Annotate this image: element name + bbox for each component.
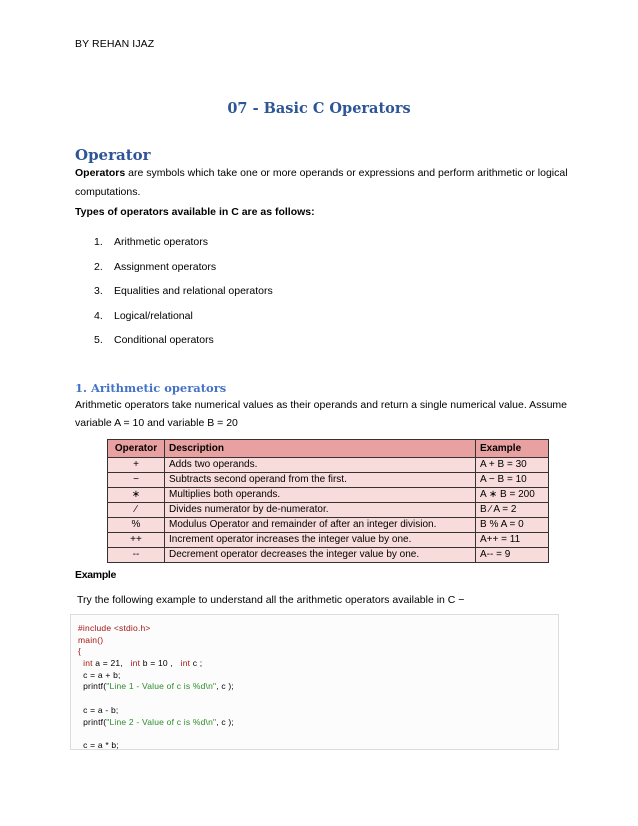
code-line: main() — [78, 634, 104, 645]
list-item: 4. Logical/relational — [94, 309, 193, 322]
table-row: % Modulus Operator and remainder of after an integer division. B % A = 0 — [108, 518, 549, 533]
operators-term: Operators — [75, 167, 126, 179]
arithmetic-operators-table — [107, 439, 549, 563]
table-header-row — [108, 440, 549, 458]
operators-definition: are symbols which take one or more operands or expressions and perform arithmetic or logical computations. — [75, 167, 568, 198]
code-blank-line — [78, 693, 558, 705]
column-header-description: Description — [165, 440, 476, 458]
table-row: + Adds two operands. A + B = 30 — [108, 458, 549, 473]
column-header-example: Example — [476, 440, 549, 458]
code-line: c = a * b; — [83, 739, 119, 750]
types-heading: Types of operators available in C are as follows: — [75, 206, 315, 218]
operator-types-list — [94, 236, 273, 359]
code-line: c = a + b; — [83, 669, 121, 680]
operator-intro — [75, 164, 580, 202]
code-line: printf("Line 2 - Value of c is %d\n", c ); — [83, 716, 234, 727]
arithmetic-description: Arithmetic operators take numerical values as their operands and return a single numerical value. Assume variable A = 10 and variable B = 20 — [75, 399, 567, 429]
document-title: 07 - Basic C Operators — [227, 100, 411, 117]
list-item: 2. Assignment operators — [94, 260, 217, 273]
table-row: ++ Increment operator increases the integer value by one. A++ = 11 — [108, 533, 549, 548]
list-item: 1. Arithmetic operators — [94, 236, 208, 248]
table-row: -- Decrement operator decreases the integer value by one. A-- = 9 — [108, 548, 549, 563]
code-line: #include <stdio.h> — [78, 623, 151, 633]
author-header: BY REHAN IJAZ — [75, 38, 155, 50]
table-row: ∗ Multiplies both operands. A ∗ B = 200 — [108, 488, 549, 503]
code-line: c = a - b; — [83, 704, 119, 715]
table-row: − Subtracts second operand from the first. A − B = 10 — [108, 473, 549, 488]
list-item: 5. Conditional operators — [94, 334, 214, 346]
code-block — [70, 614, 559, 750]
code-blank-line — [78, 728, 558, 740]
operator-heading: Operator — [75, 146, 151, 164]
arithmetic-heading: 1. Arithmetic operators — [75, 381, 227, 395]
column-header-operator: Operator — [108, 440, 165, 458]
code-line: { — [78, 646, 82, 657]
example-intro: Try the following example to understand all the arithmetic operators available in C − — [77, 594, 465, 606]
code-line: int a = 21, int b = 10 , int c ; — [83, 658, 203, 669]
list-item: 3. Equalities and relational operators — [94, 285, 273, 297]
example-heading: Example — [75, 569, 117, 581]
table-row: ∕ Divides numerator by de-numerator. B ∕ A = 2 — [108, 503, 549, 518]
code-line: printf("Line 1 - Value of c is %d\n", c ); — [83, 681, 234, 692]
